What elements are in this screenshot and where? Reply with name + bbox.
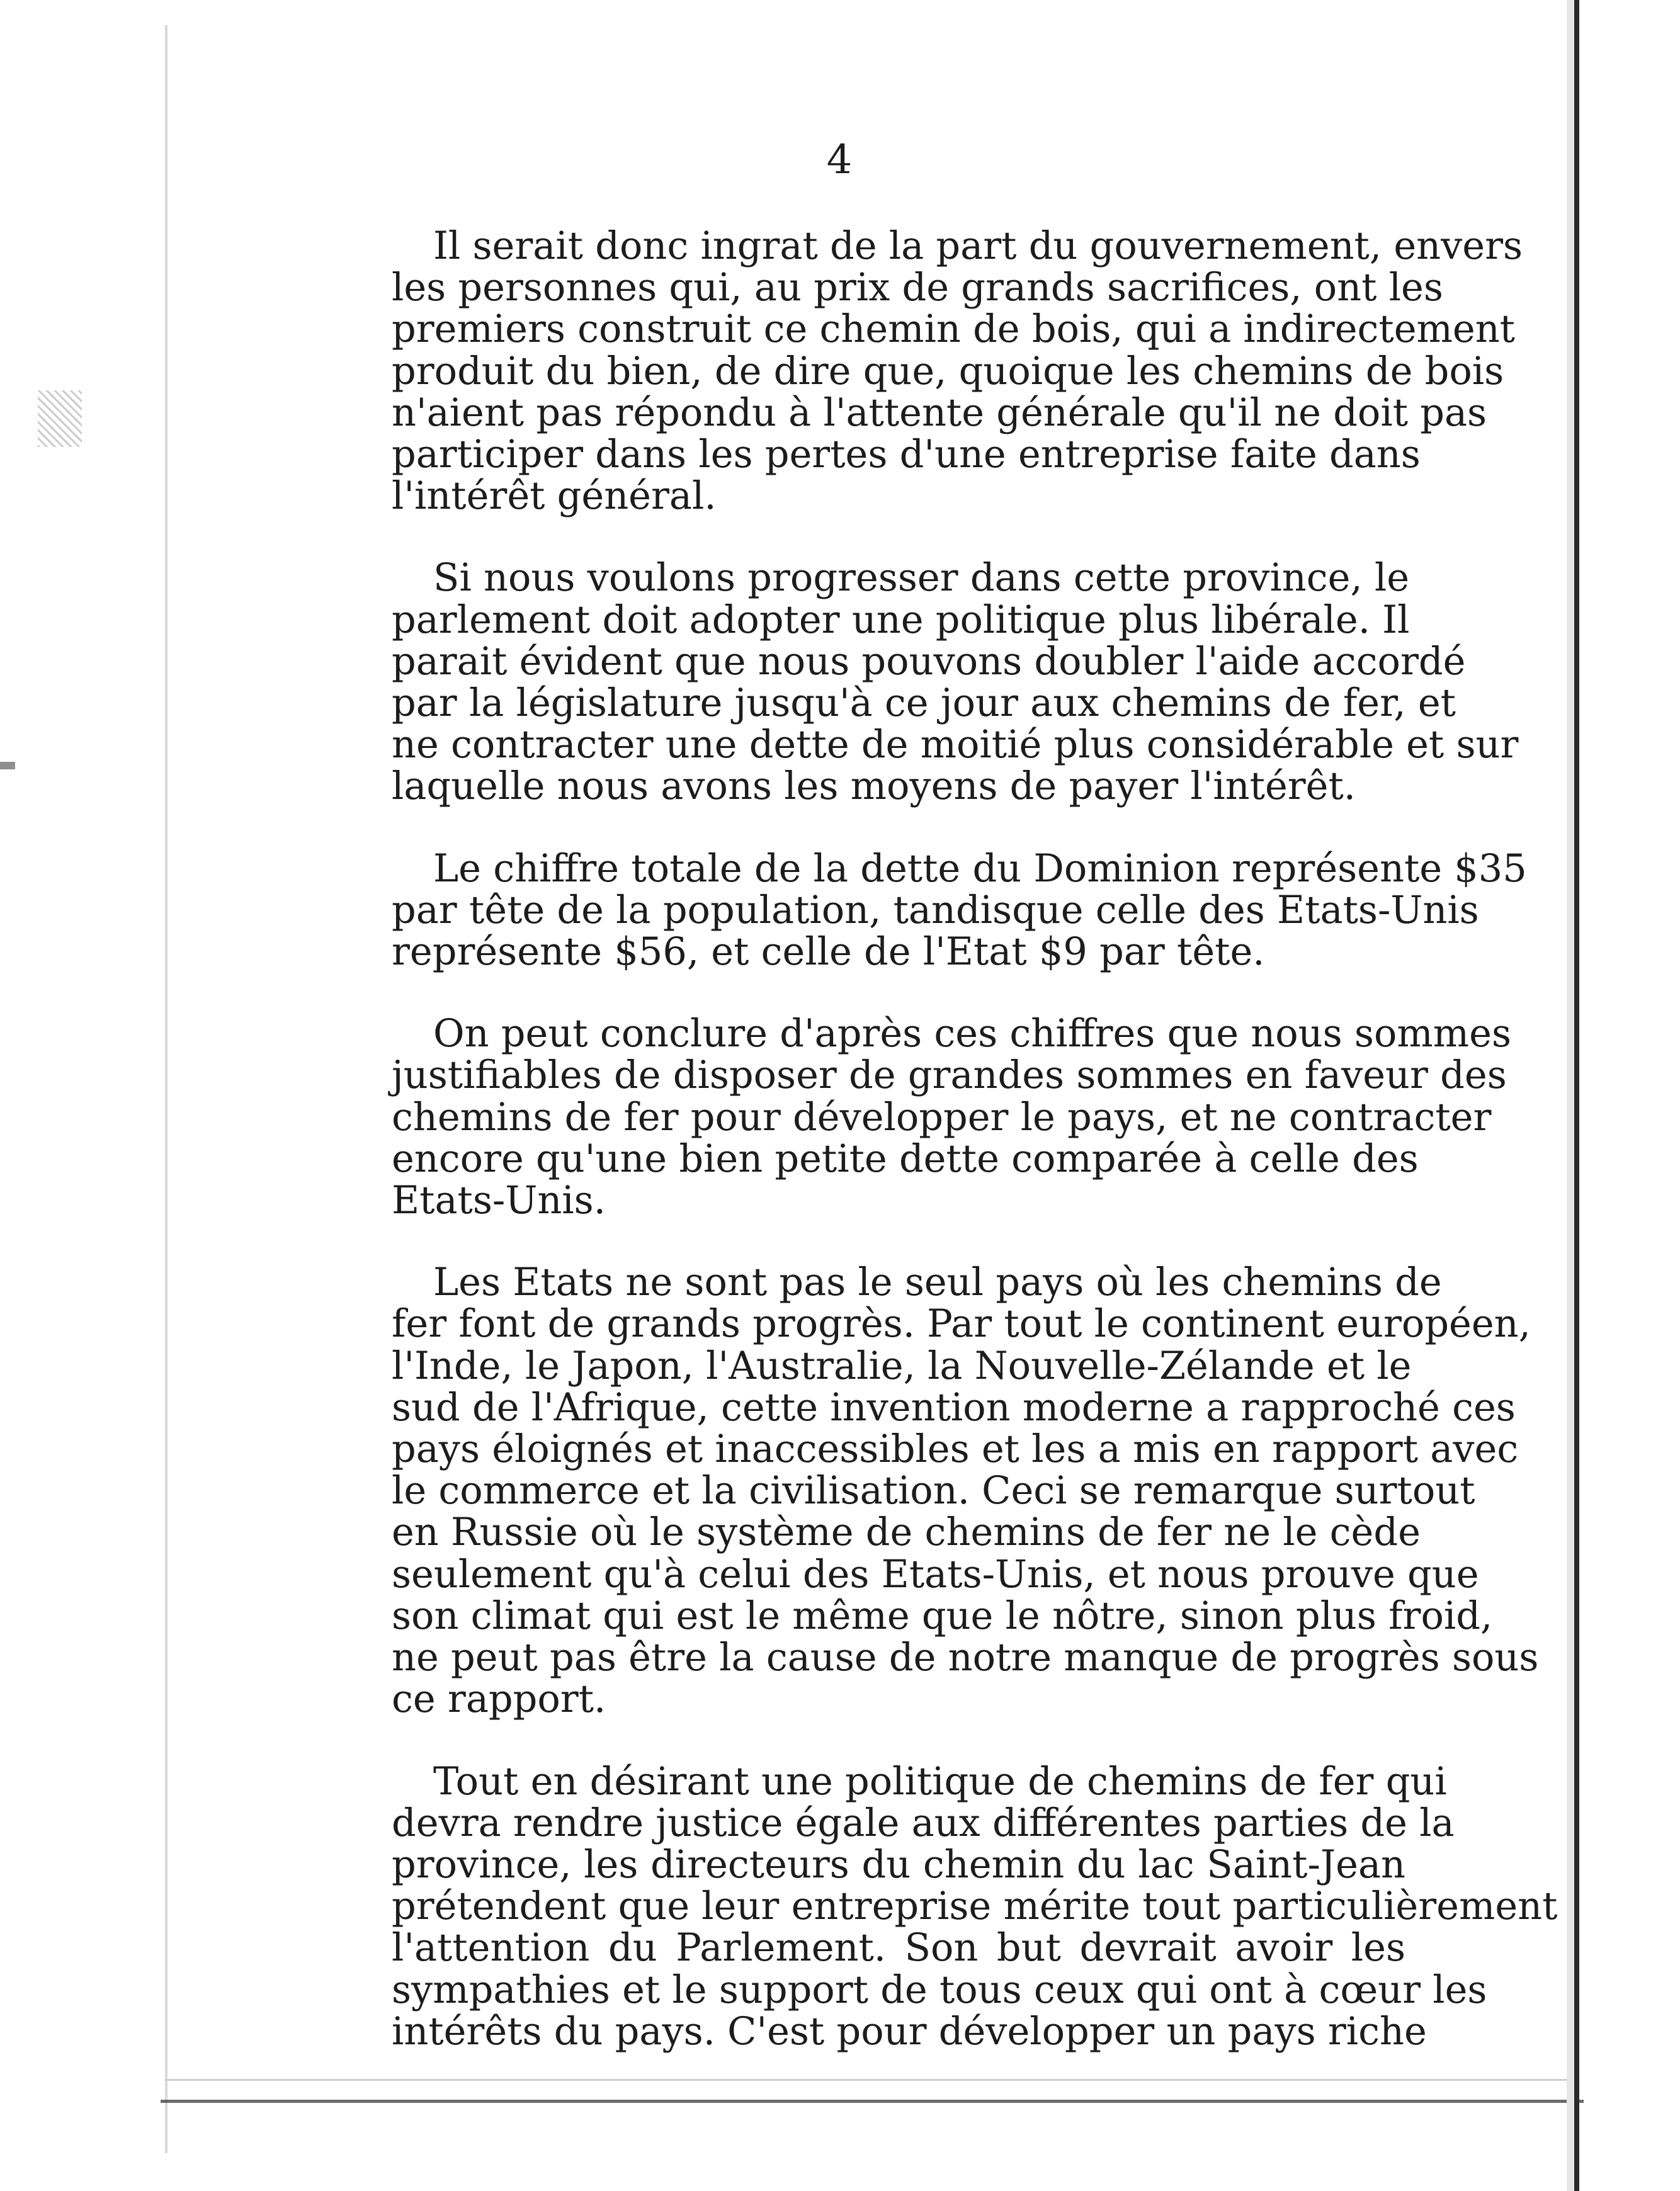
page-number: 4 <box>826 137 854 183</box>
text-line: On peut conclure d'après ces chiffres que nous sommes <box>433 1012 1511 1056</box>
text-line: fer font de grands progrès. Par tout le continent européen, <box>392 1302 1531 1347</box>
text-line: laquelle nous avons les moyens de payer l'intérêt. <box>392 764 1356 809</box>
text-line: le commerce et la civilisation. Ceci se remarque surtout <box>392 1469 1475 1514</box>
scan-specks <box>38 390 82 447</box>
text-line: ne contracter une dette de moitié plus considérable et sur <box>392 723 1519 767</box>
text-line: premiers construit ce chemin de bois, qui a indirectement <box>392 307 1515 352</box>
text-line: Etats-Unis. <box>392 1179 606 1223</box>
text-line: n'aient pas répondu à l'attente générale qu'il ne doit pas <box>392 390 1487 435</box>
text-line: l'attention du Parlement. Son but devrait avoir les <box>392 1926 1405 1971</box>
text-line: l'intérêt général. <box>392 474 717 519</box>
text-line: en Russie où le système de chemins de fer ne le cède <box>392 1510 1421 1555</box>
page-edge-right-shadow <box>1574 0 1579 2191</box>
text-line: seulement qu'à celui des Etats-Unis, et nous prouve que <box>392 1552 1479 1597</box>
body-text <box>392 224 1558 2093</box>
text-line: chemins de fer pour développer le pays, et ne contracter <box>392 1095 1492 1140</box>
scan-frame-left <box>165 25 167 2153</box>
text-line: pays éloignés et inaccessibles et les a mis en rapport avec <box>392 1427 1519 1472</box>
text-line: Il serait donc ingrat de la part du gouvernement, envers <box>433 224 1523 268</box>
text-line: Le chiffre totale de la dette du Dominion représente $35 <box>433 846 1527 891</box>
paragraph <box>392 1759 1558 2054</box>
text-line: prétendent que leur entreprise mérite tout particulièrement <box>392 1884 1558 1929</box>
text-line: intérêts du pays. C'est pour développer un pays riche <box>392 2009 1427 2054</box>
text-line: sympathies et le support de tous ceux qui ont à cœur les <box>392 1967 1487 2012</box>
paragraph <box>392 1260 1539 1722</box>
paragraph <box>392 224 1523 519</box>
text-line: par tête de la population, tandisque celle des Etats-Unis <box>392 888 1479 932</box>
text-line: devra rendre justice égale aux différentes parties de la <box>392 1801 1455 1845</box>
text-line: justifiables de disposer de grandes sommes en faveur des <box>392 1053 1507 1098</box>
text-line: province, les directeurs du chemin du lac Saint-Jean <box>392 1842 1405 1887</box>
text-line: sud de l'Afrique, cette invention moderne a rapproché ces <box>392 1385 1516 1430</box>
text-line: parlement doit adopter une politique plus libérale. Il <box>392 597 1410 642</box>
text-line: l'Inde, le Japon, l'Australie, la Nouvelle-Zélande et le <box>392 1344 1412 1388</box>
scan-speck <box>0 762 15 769</box>
text-line: par la législature jusqu'à ce jour aux chemins de fer, et <box>392 681 1456 726</box>
text-line: ne peut pas être la cause de notre manque de progrès sous <box>392 1636 1539 1680</box>
scan-frame-bottom-shadow <box>161 2100 1584 2103</box>
text-line: les personnes qui, au prix de grands sacrifices, ont les <box>392 266 1443 310</box>
text-line: participer dans les pertes d'une entreprise faite dans <box>392 433 1421 477</box>
text-line: produit du bien, de dire que, quoique les chemins de bois <box>392 349 1504 393</box>
text-line: son climat qui est le même que le nôtre, sinon plus froid, <box>392 1594 1493 1638</box>
text-line: ce rapport. <box>392 1677 606 1722</box>
text-line: Tout en désirant une politique de chemins de fer qui <box>433 1759 1447 1804</box>
text-line: Si nous voulons progresser dans cette province, le <box>433 556 1410 601</box>
paragraph <box>392 556 1519 809</box>
text-line: encore qu'une bien petite dette comparée à celle des <box>392 1136 1419 1181</box>
text-line: représente $56, et celle de l'Etat $9 par tête. <box>392 930 1265 975</box>
text-line: Les Etats ne sont pas le seul pays où les chemins de <box>433 1260 1442 1305</box>
paragraph <box>392 846 1527 975</box>
text-line: parait évident que nous pouvons doubler l'aide accordé <box>392 639 1466 684</box>
paragraph <box>392 1012 1511 1223</box>
